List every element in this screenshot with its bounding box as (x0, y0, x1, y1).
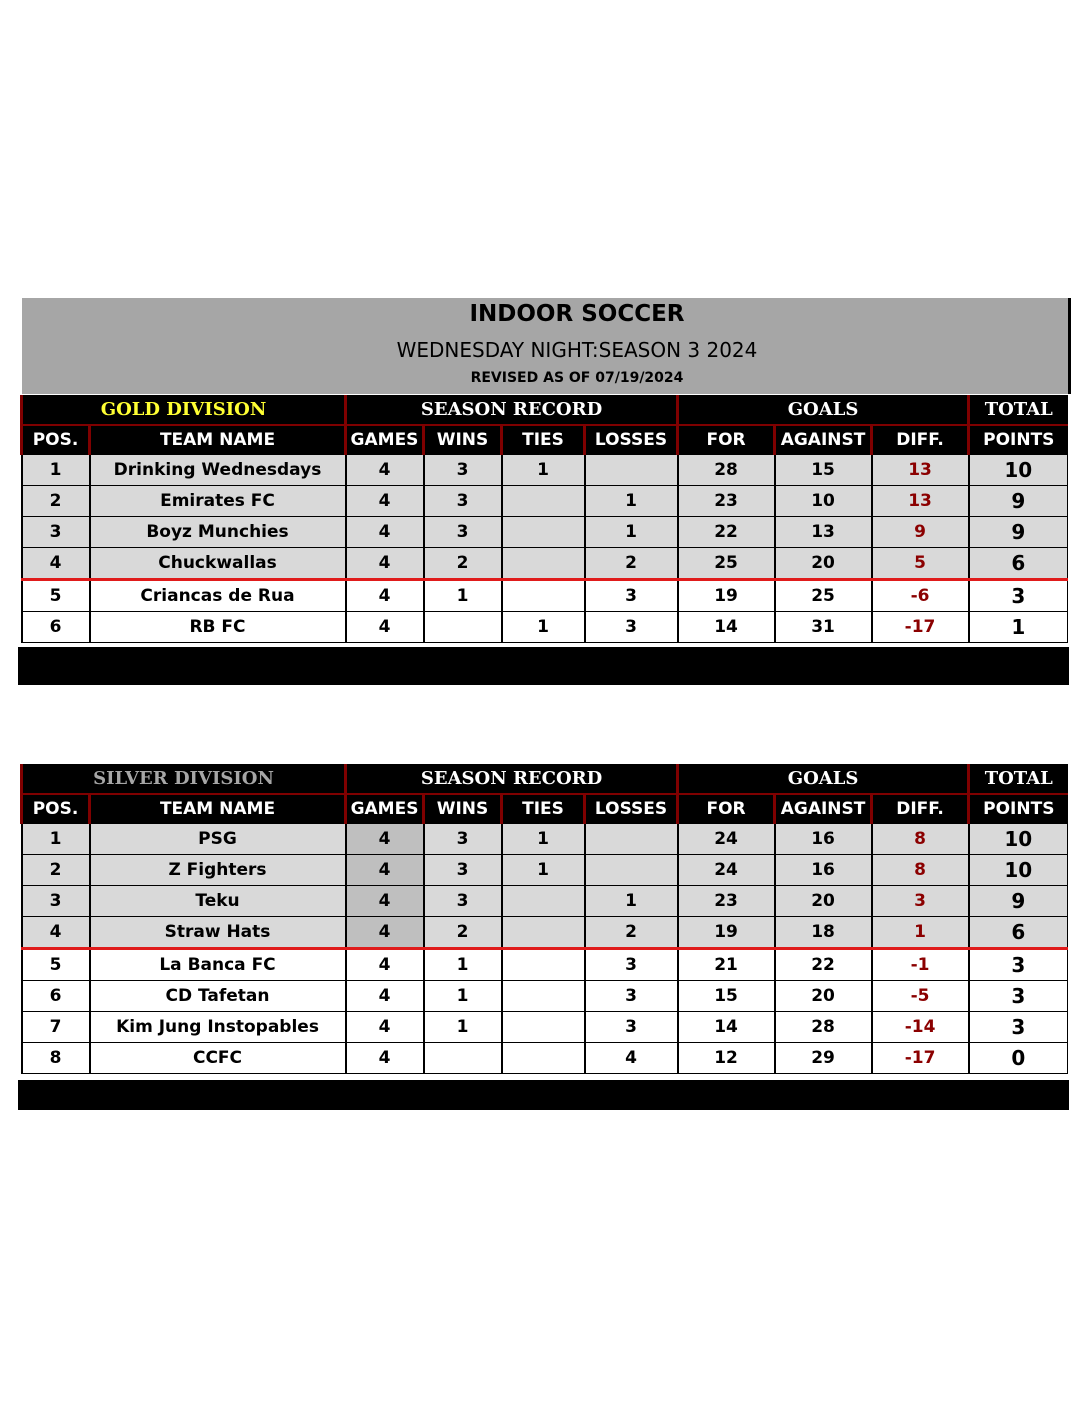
col-points: POINTS (969, 425, 1068, 455)
cell-diff: 8 (872, 855, 969, 886)
cell-against: 28 (775, 1012, 872, 1043)
cell-losses: 1 (585, 886, 678, 917)
cell-ties: 1 (502, 612, 585, 643)
cell-ties (502, 486, 585, 517)
revised-date: REVISED AS OF 07/19/2024 (470, 370, 684, 386)
cell-pos: 3 (22, 886, 90, 917)
table-row (22, 1012, 1068, 1043)
cell-against: 25 (775, 580, 872, 612)
col-against: AGAINST (775, 425, 872, 455)
cell-diff: -14 (872, 1012, 969, 1043)
cell-against: 18 (775, 917, 872, 949)
cell-team: Straw Hats (90, 917, 346, 949)
col-losses: LOSSES (585, 425, 678, 455)
cell-wins: 1 (424, 580, 502, 612)
col-against: AGAINST (775, 794, 872, 824)
cell-pos: 1 (22, 455, 90, 486)
cell-for: 14 (678, 612, 775, 643)
cell-losses: 3 (585, 949, 678, 981)
cell-diff: -1 (872, 949, 969, 981)
cell-ties (502, 917, 585, 949)
cell-points: 3 (969, 981, 1068, 1012)
cell-points: 9 (969, 886, 1068, 917)
cell-team: Z Fighters (90, 855, 346, 886)
table-row (22, 548, 1068, 580)
table-row (22, 917, 1068, 949)
cell-wins: 3 (424, 824, 502, 855)
cell-against: 16 (775, 824, 872, 855)
cell-losses: 3 (585, 580, 678, 612)
cell-against: 16 (775, 855, 872, 886)
cell-for: 28 (678, 455, 775, 486)
cell-ties: 1 (502, 455, 585, 486)
cell-losses (585, 855, 678, 886)
cell-team: Boyz Munchies (90, 517, 346, 548)
cell-points: 10 (969, 455, 1068, 486)
cell-pos: 4 (22, 548, 90, 580)
division-label: GOLD DIVISION (22, 395, 346, 425)
cell-games: 4 (346, 455, 424, 486)
cell-games: 4 (346, 517, 424, 548)
cell-against: 15 (775, 455, 872, 486)
cell-ties (502, 517, 585, 548)
cell-for: 22 (678, 517, 775, 548)
cell-against: 20 (775, 548, 872, 580)
group-header-row (22, 395, 1068, 425)
col-points: POINTS (969, 794, 1068, 824)
cell-wins: 3 (424, 886, 502, 917)
cell-for: 14 (678, 1012, 775, 1043)
cell-points: 6 (969, 917, 1068, 949)
gold-footer-bar (18, 647, 1069, 685)
col-games: GAMES (346, 425, 424, 455)
cell-team: Teku (90, 886, 346, 917)
col-for: FOR (678, 794, 775, 824)
cell-losses (585, 455, 678, 486)
page-subtitle: WEDNESDAY NIGHT:SEASON 3 2024 (396, 338, 758, 362)
cell-team: CCFC (90, 1043, 346, 1074)
cell-points: 9 (969, 486, 1068, 517)
cell-team: Kim Jung Instopables (90, 1012, 346, 1043)
cell-team: RB FC (90, 612, 346, 643)
table-row (22, 855, 1068, 886)
cell-wins: 2 (424, 917, 502, 949)
col-losses: LOSSES (585, 794, 678, 824)
cell-pos: 3 (22, 517, 90, 548)
goals-header: GOALS (678, 395, 969, 425)
gold-division-table (20, 395, 1068, 643)
cell-ties (502, 886, 585, 917)
cell-wins: 3 (424, 517, 502, 548)
col-for: FOR (678, 425, 775, 455)
cell-wins (424, 612, 502, 643)
header-banner (22, 298, 1071, 394)
silver-footer-bar (18, 1080, 1069, 1110)
cell-diff: -17 (872, 1043, 969, 1074)
cell-wins: 3 (424, 855, 502, 886)
cell-against: 10 (775, 486, 872, 517)
col-wins: WINS (424, 794, 502, 824)
cell-for: 24 (678, 824, 775, 855)
cell-for: 12 (678, 1043, 775, 1074)
cell-ties (502, 949, 585, 981)
season-record-header: SEASON RECORD (346, 395, 678, 425)
cell-pos: 6 (22, 612, 90, 643)
cell-diff: 13 (872, 486, 969, 517)
total-header: TOTAL (969, 764, 1068, 794)
cell-losses (585, 824, 678, 855)
column-header-row (22, 794, 1068, 824)
cell-diff: -5 (872, 981, 969, 1012)
cell-team: La Banca FC (90, 949, 346, 981)
cell-pos: 8 (22, 1043, 90, 1074)
cell-games: 4 (346, 612, 424, 643)
cell-games: 4 (346, 1012, 424, 1043)
cell-pos: 1 (22, 824, 90, 855)
cell-pos: 5 (22, 580, 90, 612)
cell-diff: 1 (872, 917, 969, 949)
col-ties: TIES (502, 794, 585, 824)
goals-header: GOALS (678, 764, 969, 794)
cell-points: 3 (969, 580, 1068, 612)
cell-diff: -17 (872, 612, 969, 643)
cell-pos: 6 (22, 981, 90, 1012)
cell-wins: 1 (424, 1012, 502, 1043)
cell-games: 4 (346, 917, 424, 949)
cell-games: 4 (346, 981, 424, 1012)
table-row (22, 455, 1068, 486)
cell-wins: 2 (424, 548, 502, 580)
cell-losses: 2 (585, 548, 678, 580)
cell-games: 4 (346, 886, 424, 917)
cell-games: 4 (346, 580, 424, 612)
cell-points: 6 (969, 548, 1068, 580)
cell-losses: 4 (585, 1043, 678, 1074)
cell-points: 3 (969, 949, 1068, 981)
cell-points: 1 (969, 612, 1068, 643)
table-row (22, 517, 1068, 548)
silver-division-table (20, 764, 1068, 1074)
total-header: TOTAL (969, 395, 1068, 425)
cell-losses: 3 (585, 612, 678, 643)
cell-points: 9 (969, 517, 1068, 548)
cell-for: 25 (678, 548, 775, 580)
cell-diff: 9 (872, 517, 969, 548)
cell-for: 19 (678, 580, 775, 612)
cell-for: 15 (678, 981, 775, 1012)
cell-diff: 3 (872, 886, 969, 917)
cell-wins: 1 (424, 981, 502, 1012)
cell-team: Chuckwallas (90, 548, 346, 580)
cell-ties (502, 1012, 585, 1043)
cell-team: PSG (90, 824, 346, 855)
col-team: TEAM NAME (90, 794, 346, 824)
table-row (22, 486, 1068, 517)
cell-losses: 1 (585, 486, 678, 517)
cell-losses: 3 (585, 981, 678, 1012)
cell-diff: 13 (872, 455, 969, 486)
cell-pos: 7 (22, 1012, 90, 1043)
cell-games: 4 (346, 486, 424, 517)
cell-ties (502, 548, 585, 580)
cell-ties: 1 (502, 855, 585, 886)
division-label: SILVER DIVISION (22, 764, 346, 794)
cell-games: 4 (346, 548, 424, 580)
cell-losses: 3 (585, 1012, 678, 1043)
col-pos: POS. (22, 425, 90, 455)
cell-games: 4 (346, 824, 424, 855)
cell-ties (502, 1043, 585, 1074)
season-record-header: SEASON RECORD (346, 764, 678, 794)
cell-team: Emirates FC (90, 486, 346, 517)
cell-against: 22 (775, 949, 872, 981)
cell-pos: 2 (22, 855, 90, 886)
table-row (22, 949, 1068, 981)
cell-for: 19 (678, 917, 775, 949)
cell-points: 10 (969, 824, 1068, 855)
table-row (22, 824, 1068, 855)
col-games: GAMES (346, 794, 424, 824)
cell-pos: 5 (22, 949, 90, 981)
table-row (22, 1043, 1068, 1074)
cell-games: 4 (346, 1043, 424, 1074)
cell-diff: -6 (872, 580, 969, 612)
cell-diff: 5 (872, 548, 969, 580)
cell-wins: 3 (424, 486, 502, 517)
cell-team: CD Tafetan (90, 981, 346, 1012)
cell-for: 23 (678, 486, 775, 517)
cell-against: 29 (775, 1043, 872, 1074)
cell-diff: 8 (872, 824, 969, 855)
cell-games: 4 (346, 949, 424, 981)
page-title: INDOOR SOCCER (469, 301, 685, 327)
col-diff: DIFF. (872, 794, 969, 824)
cell-wins: 1 (424, 949, 502, 981)
cell-for: 24 (678, 855, 775, 886)
col-diff: DIFF. (872, 425, 969, 455)
cell-ties (502, 981, 585, 1012)
column-header-row (22, 425, 1068, 455)
cell-pos: 2 (22, 486, 90, 517)
cell-ties (502, 580, 585, 612)
table-row (22, 612, 1068, 643)
cell-for: 21 (678, 949, 775, 981)
cell-pos: 4 (22, 917, 90, 949)
cell-against: 31 (775, 612, 872, 643)
col-pos: POS. (22, 794, 90, 824)
col-ties: TIES (502, 425, 585, 455)
cell-wins (424, 1043, 502, 1074)
cell-wins: 3 (424, 455, 502, 486)
cell-for: 23 (678, 886, 775, 917)
cell-team: Criancas de Rua (90, 580, 346, 612)
cell-losses: 1 (585, 517, 678, 548)
cell-against: 13 (775, 517, 872, 548)
cell-points: 0 (969, 1043, 1068, 1074)
col-wins: WINS (424, 425, 502, 455)
cell-games: 4 (346, 855, 424, 886)
cell-against: 20 (775, 981, 872, 1012)
table-row (22, 580, 1068, 612)
cell-points: 3 (969, 1012, 1068, 1043)
cell-points: 10 (969, 855, 1068, 886)
table-row (22, 981, 1068, 1012)
cell-team: Drinking Wednesdays (90, 455, 346, 486)
group-header-row (22, 764, 1068, 794)
table-row (22, 886, 1068, 917)
cell-against: 20 (775, 886, 872, 917)
col-team: TEAM NAME (90, 425, 346, 455)
cell-ties: 1 (502, 824, 585, 855)
cell-losses: 2 (585, 917, 678, 949)
